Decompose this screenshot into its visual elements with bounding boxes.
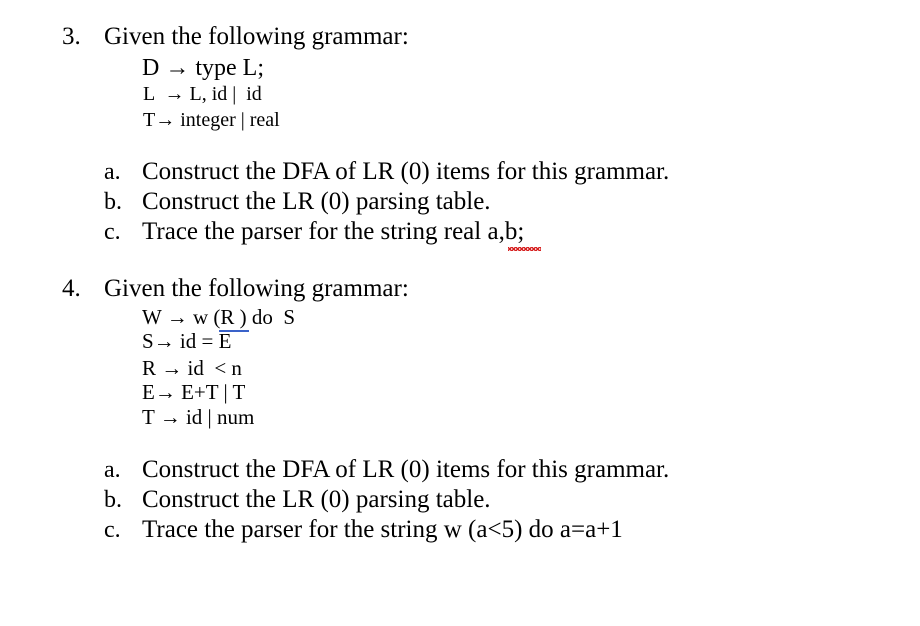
spellcheck-underline xyxy=(508,247,541,251)
q3-grammar-rule-d: D → type L; xyxy=(142,55,264,81)
q3-task-b-text: Construct the LR (0) parsing table. xyxy=(142,188,491,215)
q4-grammar-rule-w: W → w (R ) do S xyxy=(142,305,296,329)
q4-grammar-rule-e: E→ E+T | T xyxy=(142,380,246,404)
q3-grammar-rule-t: T→ integer | real xyxy=(143,109,280,131)
q4-grammar-rule-s: S→ id = E xyxy=(142,329,232,353)
q3-task-c-letter: c. xyxy=(104,219,121,245)
q4-task-c-text: Trace the parser for the string w (a<5) do a=a+1 xyxy=(142,516,623,543)
q4-grammar-rule-r: R → id < n xyxy=(142,356,242,380)
question-4-number: 4. xyxy=(62,275,81,302)
q4-task-a-text: Construct the DFA of LR (0) items for this grammar. xyxy=(142,456,670,483)
question-3-title: Given the following grammar: xyxy=(104,23,409,50)
question-3-number: 3. xyxy=(62,23,81,50)
q3-task-a-letter: a. xyxy=(104,159,121,185)
q3-task-c-text: Trace the parser for the string real a,b; xyxy=(142,218,525,245)
q4-task-a-letter: a. xyxy=(104,457,121,483)
question-4-title: Given the following grammar: xyxy=(104,275,409,302)
q3-grammar-rule-l: L → L, id | id xyxy=(143,83,262,105)
q4-task-c-letter: c. xyxy=(104,517,121,543)
q4-task-b-text: Construct the LR (0) parsing table. xyxy=(142,486,491,513)
q4-grammar-rule-t: T → id | num xyxy=(142,405,255,429)
q4-task-b-letter: b. xyxy=(104,487,122,513)
q3-task-b-letter: b. xyxy=(104,189,122,215)
q3-task-a-text: Construct the DFA of LR (0) items for this grammar. xyxy=(142,158,670,185)
